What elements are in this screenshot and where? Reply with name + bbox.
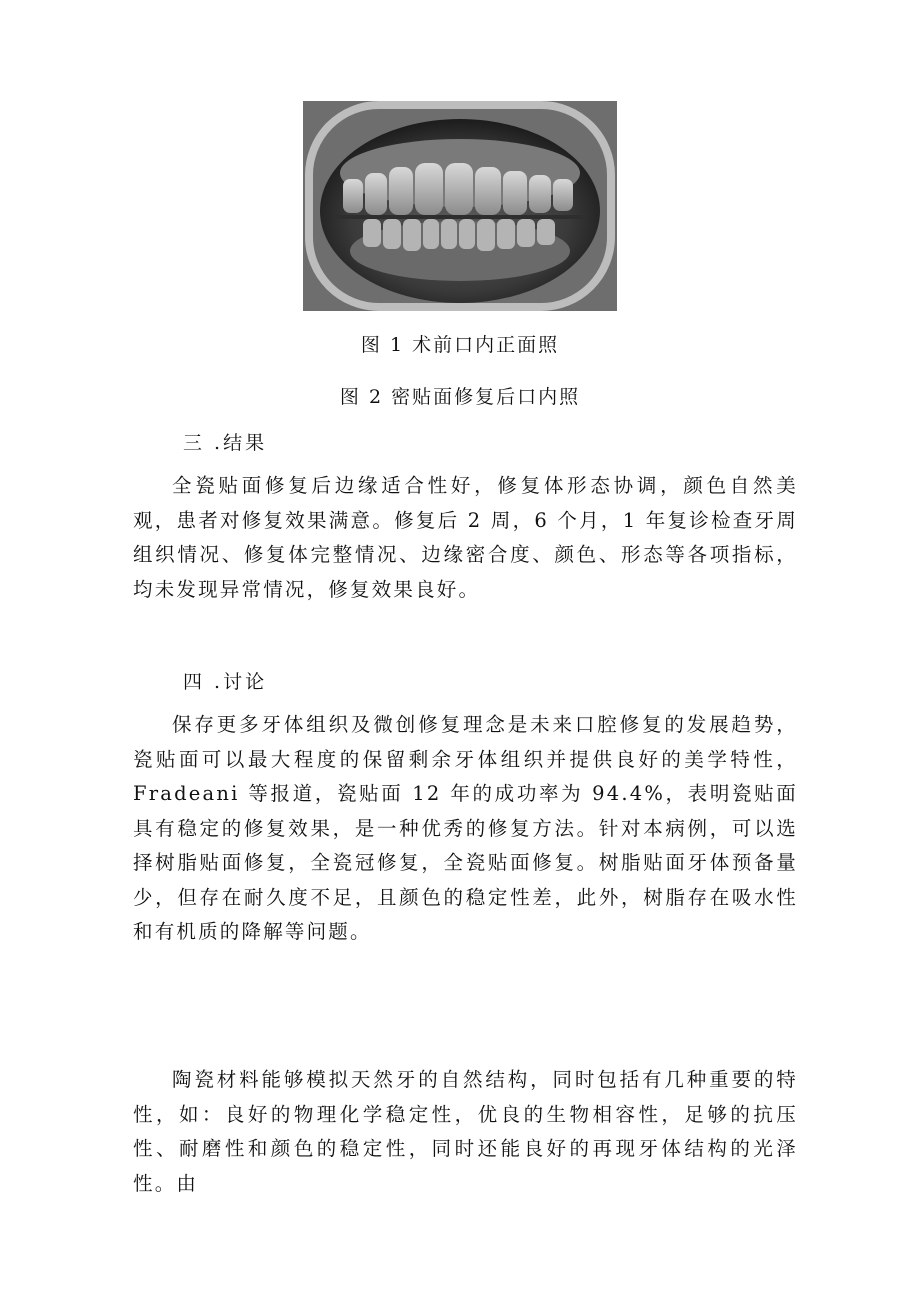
- figure-caption-2: 图 2 密贴面修复后口内照: [339, 386, 581, 408]
- section-heading-results: 三 .结果: [183, 432, 268, 454]
- figure-caption-1: 图 1 术前口内正面照: [360, 334, 560, 356]
- discussion-paragraph-2: 陶瓷材料能够模拟天然牙的自然结构，同时包括有几种重要的特性，如：良好的物理化学稳定性，优良的生物相容性，足够的抗压性、耐磨性和颜色的稳定性，同时还能良好的再现牙体结构的光泽性。由: [133, 1068, 798, 1195]
- discussion-paragraph-1: 保存更多牙体组织及微创修复理念是未来口腔修复的发展趋势，瓷贴面可以最大程度的保留剩余牙体组织并提供良好的美学特性，Fradeani 等报道，瓷贴面 12 年的成功率为 94.4%，表明瓷贴面具有稳定的修复效果，是一种优秀的修复方法。针对本病例，可以选择树脂贴面修复，全瓷冠修复，全瓷贴面修复。树脂贴面牙体预备量少，但存在耐久度不足，且颜色的稳定性差，此外，树脂存在吸水性和有机质的降解等问题。: [133, 713, 798, 943]
- intraoral-photo: [303, 101, 617, 311]
- section-heading-discussion: 四 .讨论: [183, 671, 268, 693]
- results-paragraph: 全瓷贴面修复后边缘适合性好，修复体形态协调，颜色自然美观，患者对修复效果满意。修复后 2 周，6 个月，1 年复诊检查牙周组织情况、修复体完整情况、边缘密合度、颜色、形态等各项指标，均未发现异常情况，修复效果良好。: [133, 474, 798, 601]
